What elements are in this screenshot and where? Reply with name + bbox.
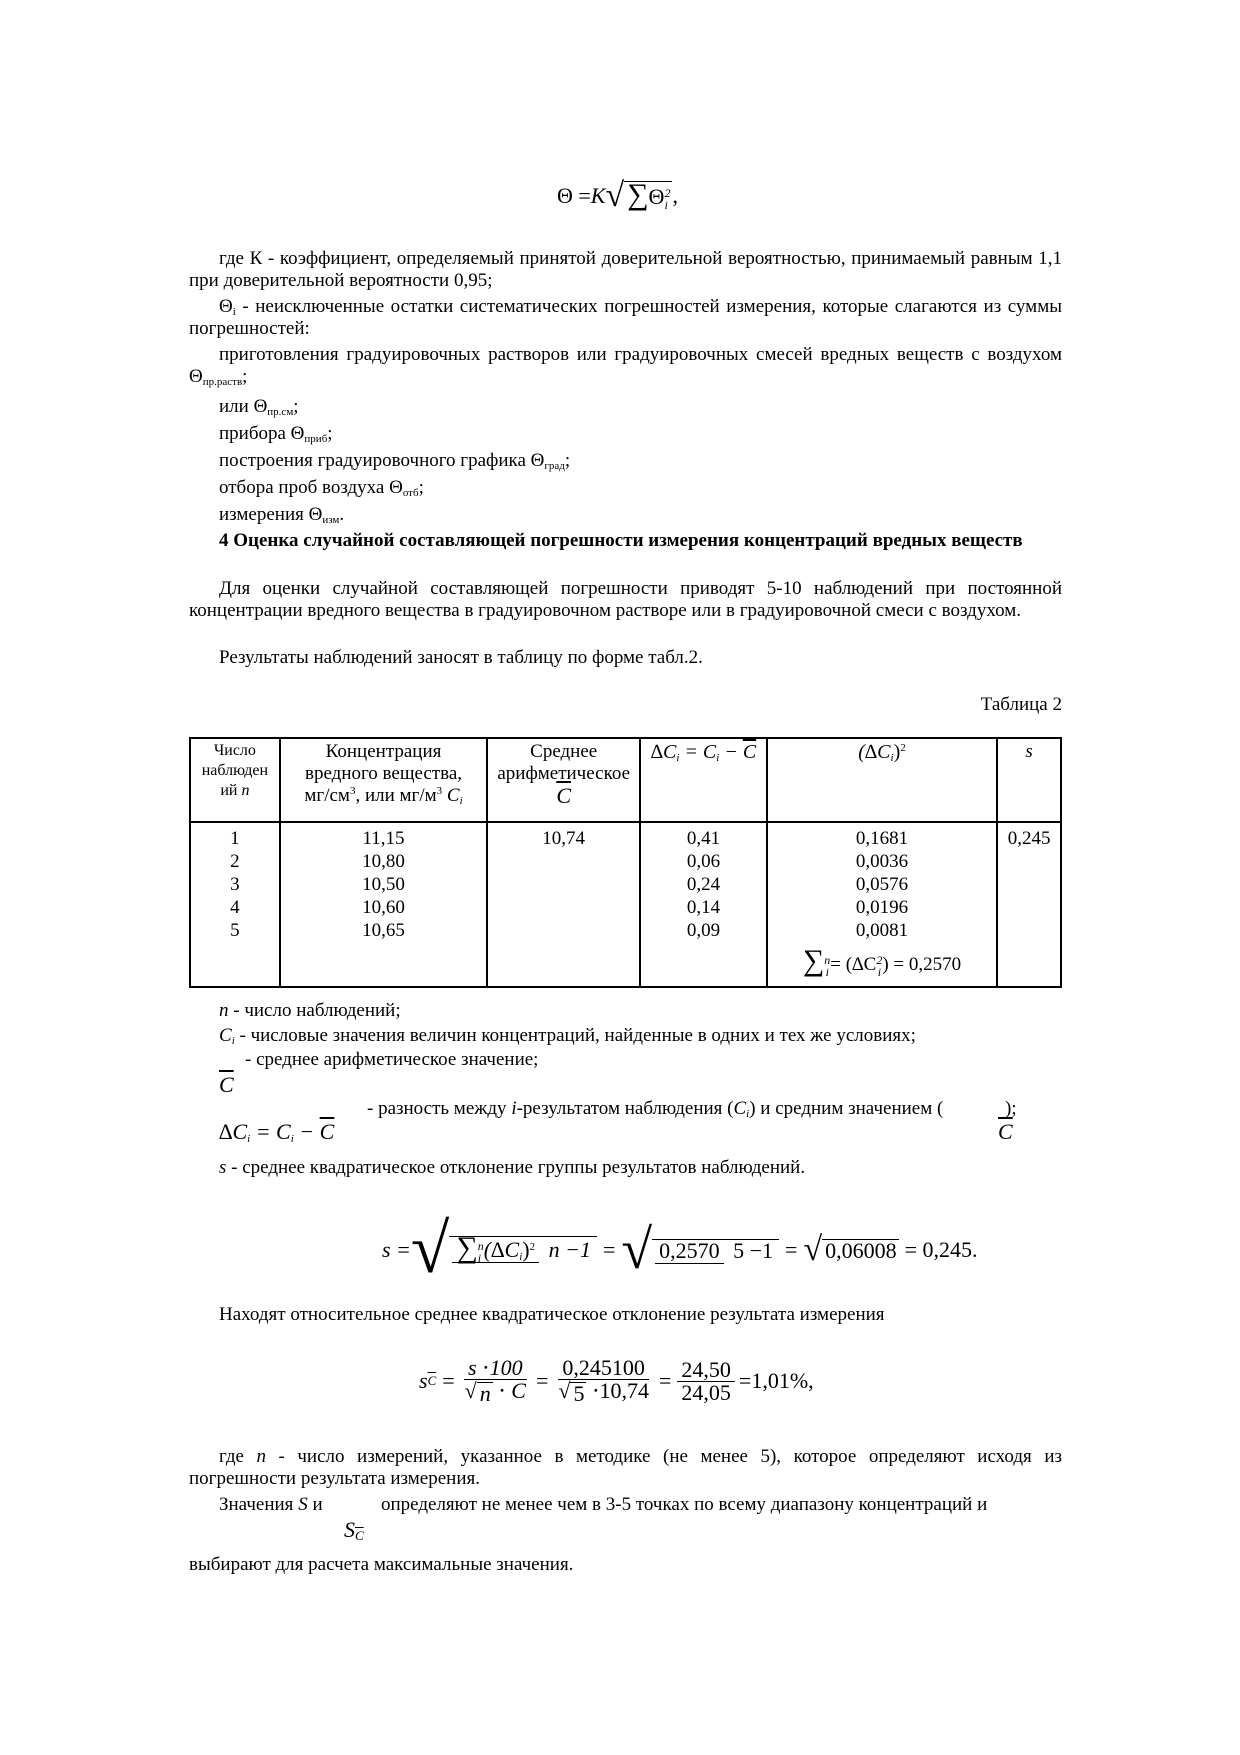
paragraph-relative: Находят относительное среднее квадратическое отклонение результата измерения [219,1304,885,1325]
formula-s-num-sup: 2 [529,1241,536,1254]
formula-relative: s $\overline{C}$ = $\frac{s \cdot 100}{√ n \cdot C}$ = $\frac{0,245100}{√ 5 \cdot 10,74}$ = $\frac{24,50}{24,05}$ =1,01%, [419,1355,814,1406]
paragraph-values-a [219,1494,323,1516]
table-cell: 10,50 [362,874,405,895]
formula-s-frac2-num: 0,2570 [655,1238,724,1264]
def-diff-formula-a: ∆C [219,1119,248,1144]
formula-theta-tail: , [672,183,678,208]
formula-rel-frac3-den: 24,05 [681,1379,731,1405]
formula-s-num-sub: i [519,1251,523,1264]
formula-rel-frac1-num: s ⋅100 [464,1357,527,1380]
document-page [189,0,1062,1755]
header-sq-sub: i [890,752,894,764]
list-item-text: измерения Θ [219,504,323,525]
table-row [190,822,1061,942]
def-s-text: - среднее квадратическое отклонение группы результатов наблюдений. [226,1157,806,1178]
header-delta-squared [767,738,997,822]
formula-rel-frac1-den-rad: n [477,1382,493,1405]
header-mean [487,738,640,822]
column-s-value [997,822,1061,942]
header-concentration [280,738,487,822]
formula-s-result: = 0,245. [904,1237,978,1262]
header-conc-var: C [446,785,460,806]
table-cell: 0,41 [686,828,721,849]
sum-upper: n [824,952,831,967]
table-cell: 0,1681 [855,828,909,849]
column-n-values [190,822,280,942]
table-cell: 0,14 [686,897,721,918]
observations-table [189,737,1062,988]
def-diff-formula-sub: i [247,1133,251,1145]
formula-s [382,1200,978,1300]
table-header-row [190,738,1061,822]
paragraph-values-last: выбирают для расчета максимальные значения. [189,1554,574,1575]
table-cell: 0,0036 [855,851,909,872]
theta-symbol: Θ [219,296,233,317]
header-conc-sup: 3 [349,785,356,797]
list-item [219,396,299,418]
header-conc-line: Концентрация [325,741,442,762]
table-cell: 0,06 [686,851,721,872]
def-diff-tail: ); [1005,1098,1017,1119]
radical-sign: √ [621,1219,653,1281]
formula-rel-frac2-den-rad: 5 [570,1382,586,1405]
table-cell [997,942,1061,987]
def-diff-text-c: ) и средним значением ( [749,1098,944,1119]
table-cell: 1 [230,828,240,849]
def-ci [219,1025,916,1047]
formula-s-frac1 [449,1231,597,1265]
paragraph-n-measurements [189,1446,1062,1490]
header-s: s [997,738,1061,822]
list-item-tail: . [339,504,345,525]
theta-i-subscript: i [232,306,236,318]
radical-sign: √ [803,1231,823,1268]
formula-theta-lhs: Θ = [557,183,591,208]
table-cell: 0,09 [686,920,721,941]
table-cell: 0,0081 [855,920,909,941]
sum-upper: n [477,1238,484,1253]
sum-symbol: ∑ [456,1231,478,1265]
header-n-line: наблюден [201,762,269,779]
formula-theta-radicand [624,178,672,212]
section-heading: 4 Оценка случайной составляющей погрешности измерения концентраций вредных веществ [219,530,1023,551]
formula-s-num-close: ) [522,1237,530,1263]
sum-body: = (∆C [830,954,877,976]
header-conc-unit: мг/см [304,785,350,806]
def-diff-formula-d: $\overline{C}$ [319,1119,335,1144]
list-item-text: или Θ [219,396,268,417]
sum-sup: 2 [876,952,883,967]
header-delta-minus: − [719,741,743,763]
def-diff-text-a: - разность между [367,1098,512,1119]
formula-rel-frac1 [461,1357,530,1404]
table-cell: 0,0196 [855,897,909,918]
def-diff-mean-var: $\overline{C}$ [998,1119,1013,1144]
sc-var: S [344,1517,355,1542]
table-sum-row [190,942,1061,987]
def-diff-formula-c: − [293,1119,320,1144]
header-mean-line: арифметическое [497,763,631,784]
header-n-text: ий [220,782,242,799]
header-n [190,738,280,822]
list-item-text: прибора Θ [219,423,305,444]
theta-sub: i [664,197,668,212]
theta-subscript: изм [322,514,340,526]
header-conc-line [283,785,484,807]
table-cell: 4 [230,897,240,918]
table-cell: 5 [230,920,240,941]
sum-lower: i [825,964,829,979]
formula-theta-k: K [590,183,606,208]
formula-s-num-body: (∆C [483,1237,520,1263]
def-n-text: - число наблюдений; [228,1000,401,1021]
def-mean-text: - среднее арифметическое значение; [245,1049,539,1070]
table-cell: 10,80 [362,851,405,872]
def-n [219,1000,401,1022]
def-diff-ci-sub: i [746,1108,750,1120]
def-diff-i: i [511,1098,517,1119]
formula-rel-frac1-den: √ n ⋅ C [464,1378,526,1406]
list-item-text: отбора проб воздуха Θ [219,477,403,498]
radical-sign: √ [605,177,625,214]
formula-rel-frac2-num: 0,245100 [558,1357,649,1380]
paragraph-observations: Для оценки случайной составляющей погрешности приводят 5-10 наблюдений при постоянной концентрации вредного вещества в градуировочном растворе или в градуировочной смеси с воздухом. [189,578,1062,621]
formula-theta [557,176,678,216]
sum-symbol: ∑ [627,178,649,212]
table-cell: 0,24 [686,874,721,895]
formula-rel-lhs: s [419,1368,428,1393]
column-mean-value [487,822,640,942]
def-diff-formula [219,1121,334,1143]
def-s [219,1157,805,1179]
header-conc-sub: i [459,795,463,807]
def-diff-formula-sub: i [290,1133,294,1145]
column-concentration-values [280,822,487,942]
def-n-var: n [219,1000,229,1021]
theta-symbol: Θ [648,184,665,210]
paragraph-preparation-tail: ; [242,366,248,387]
def-diff-formula-b: = C [250,1119,291,1144]
header-mean-var: $\overline{C}$ [556,783,572,808]
formula-rel-frac3 [677,1356,735,1405]
table-cell: 2 [230,851,240,872]
paragraph-n-text: - число измерений, указанное в методике (не менее 5), которое определяют исходя из погрешности результата измерения. [189,1446,1062,1489]
equals-sign: = [785,1237,798,1262]
table-cell [280,942,487,987]
header-sq-close: ) [893,741,901,763]
paragraph-results: Результаты наблюдений заносят в таблицу по форме табл.2. [219,647,703,668]
paragraph-values-sc [344,1519,364,1541]
sum-lower: i [477,1250,482,1265]
header-delta-var: ∆C [650,741,677,763]
header-delta [640,738,767,822]
header-n-line [193,781,277,801]
table-cell: 3 [230,874,240,895]
table-cell: 10,74 [542,828,586,849]
list-item-tail: ; [564,450,571,471]
paragraph-values-text: Значения [219,1494,299,1515]
list-item [219,423,333,445]
header-conc-unit: , или мг/м [355,785,437,806]
formula-s-rad3: 0,06008 [822,1239,899,1262]
table-cell: 0,245 [1007,828,1051,849]
paragraph-n-text: где [219,1446,257,1467]
paragraph-values-c: определяют не менее чем в 3-5 точках по всему диапазону концентраций и [381,1494,988,1515]
formula-rel-frac3-num: 24,50 [677,1359,735,1382]
equals-sign: = [602,1237,616,1262]
theta-subscript: град [544,460,565,472]
def-ci-var: C [219,1025,232,1046]
theta-subscript: пр.см [267,406,294,418]
equals-sign: = [442,1368,455,1393]
paragraph-preparation-text: приготовления градуировочных растворов или градуировочных смесей вредных веществ с воздухом Θ [189,344,1062,387]
formula-s-frac2-den: 5 −1 [733,1237,774,1263]
header-delta-eq: = C [679,741,717,763]
list-item-tail: ; [418,477,424,498]
table-caption: Таблица 2 [980,694,1062,715]
def-ci-text: - числовые значения величин концентраций, найденные в одних и тех же условиях; [234,1025,916,1046]
def-mean-var: $\overline{C}$ [219,1072,234,1097]
equals-sign: = [658,1368,672,1393]
sc-sub: C [355,1528,364,1543]
def-s-var: s [219,1157,227,1178]
paragraph-values-text: и [307,1494,323,1515]
header-sq-open: (∆C [858,741,891,763]
formula-s-frac1-num [452,1231,539,1265]
formula-s-lhs: s = [382,1237,411,1262]
paragraph-theta-i [189,296,1062,340]
table-cell [190,942,280,987]
paragraph-n-var: n [256,1446,266,1467]
header-delta-sub: i [716,752,720,764]
formula-rel-frac2-den-tail: ⋅10,74 [586,1378,649,1404]
theta-subscript: отб [402,487,419,499]
table-cell: 10,60 [362,897,405,918]
table-cell [487,942,640,987]
header-n-line: Число [213,742,256,759]
formula-rel-result: =1,01%, [738,1368,814,1393]
header-delta-sub: i [676,752,680,764]
header-delta-mean: $\overline{C}$ [742,741,757,763]
formula-s-frac2 [652,1239,779,1262]
formula-s-frac1-den: n −1 [548,1237,591,1263]
list-item-tail: ; [327,423,333,444]
theta-sup: 2 [664,185,671,200]
header-mean-line: Среднее [530,741,598,762]
column-delta-values [640,822,767,942]
list-item-text: построения градуировочного графика Θ [219,450,545,471]
list-item [219,450,570,472]
header-sq-sup: 2 [900,742,906,754]
header-conc-sup: 3 [436,785,443,797]
header-n-var: n [241,782,250,799]
def-diff-ci: C [733,1098,747,1119]
radical-sign: √ [410,1211,450,1288]
paragraph-values-s: S [298,1494,308,1515]
formula-rel-frac2-den: √ 5 ⋅10,74 [558,1378,649,1406]
formula-rel-frac2 [554,1357,653,1404]
table-cell [640,942,767,987]
theta-subscript: пр.раств [202,376,243,388]
table-cell: 0,0576 [855,874,909,895]
paragraph-preparation [189,344,1062,388]
column-delta-squared-values [767,822,997,942]
def-diff-text-b: -результатом наблюдения ( [516,1098,734,1119]
table-cell: 11,15 [362,828,405,849]
def-ci-sub: i [231,1035,235,1047]
paragraph-k: где К - коэффициент, определяемый принятой доверительной вероятностью, принимаемый равным 1,1 при доверительной вероятности 0,95; [189,248,1062,291]
sum-cell [767,942,997,987]
list-item [219,504,344,526]
header-conc-line: вредного вещества, [305,763,463,784]
equals-sign: = [535,1368,549,1393]
paragraph-theta-i-text: - неисключенные остатки систематических погрешностей измерения, которые слагаются из суммы погрешностей: [189,296,1062,339]
table-cell: 10,65 [362,920,405,941]
sum-total: ) = 0,2570 [882,954,962,976]
formula-rel-frac1-den-tail: ⋅ C [492,1378,526,1404]
sum-symbol: ∑ [802,944,825,978]
theta-subscript: приб [304,433,328,445]
list-item-tail: ; [293,396,299,417]
def-diff-text [367,1098,943,1120]
list-item [219,477,424,499]
sum-sub: i [877,964,882,979]
